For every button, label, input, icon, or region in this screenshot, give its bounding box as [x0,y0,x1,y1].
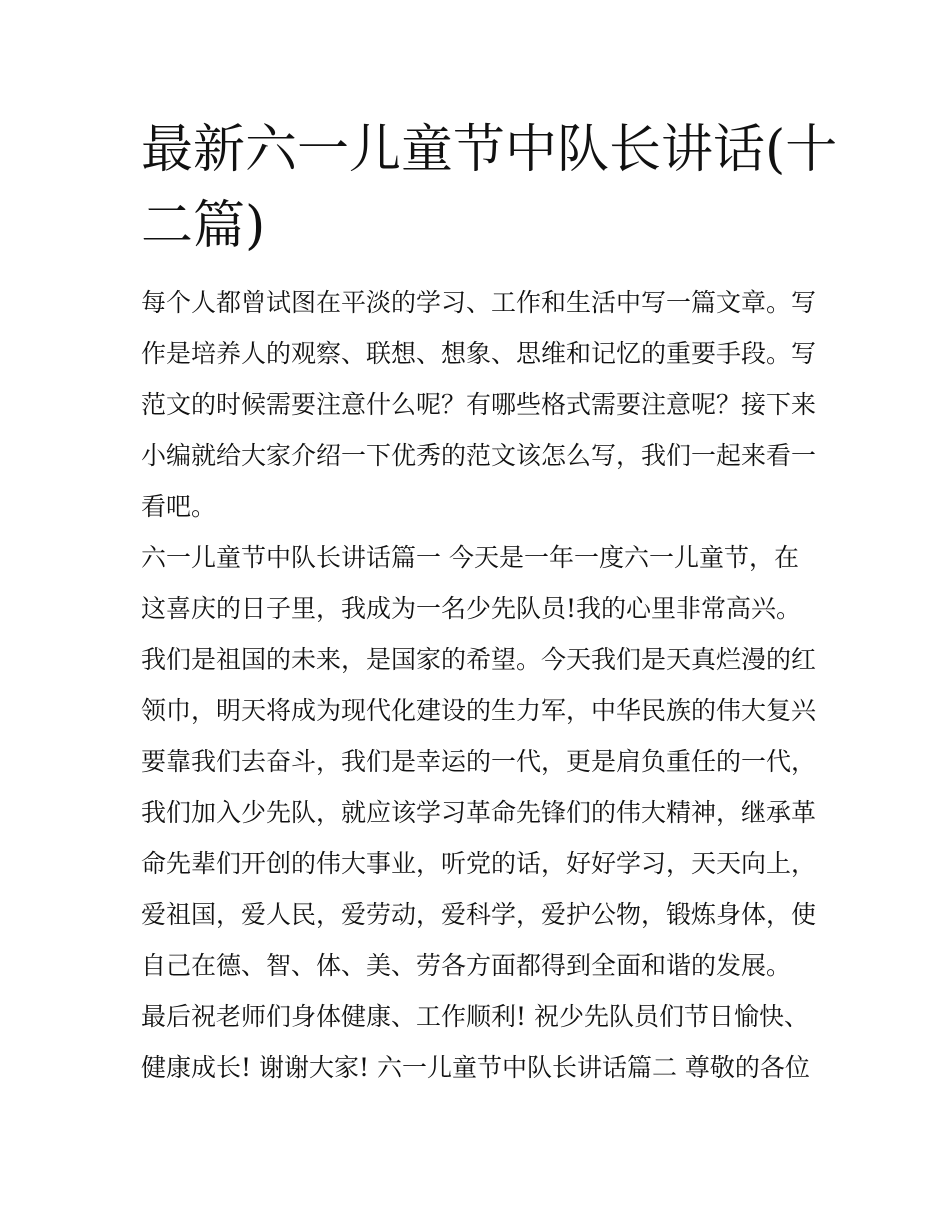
body-line: 要靠我们去奋斗，我们是幸运的一代，更是肩负重任的一代， [141,747,817,776]
body-line: 爱祖国，爱人民，爱劳动，爱科学，爱护公物，锻炼身体，使 [141,900,817,929]
body-line: 每个人都曾试图在平淡的学习、工作和生活中写一篇文章。写 [141,288,817,317]
body-line: 我们加入少先队，就应该学习革命先锋们的伟大精神，继承革 [141,798,817,827]
body-line: 自己在德、智、体、美、劳各方面都得到全面和谐的发展。 [141,951,792,980]
title-line: 最新六一儿童节中队长讲话(十 [141,120,838,180]
body-line: 命先辈们开创的伟大事业，听党的话，好好学习，天天向上， [141,849,817,878]
document-title [141,112,838,264]
body-line: 看吧。 [141,492,217,521]
body-line: 作是培养人的观察、联想、想象、思维和记忆的重要手段。写 [141,339,817,368]
document-body [141,277,821,1093]
body-line: 范文的时候需要注意什么呢？有哪些格式需要注意呢？接下来 [141,390,817,419]
body-line: 领巾，明天将成为现代化建设的生力军，中华民族的伟大复兴 [141,696,817,725]
body-line: 六一儿童节中队长讲话篇一 今天是一年一度六一儿童节，在 [141,543,799,572]
title-line: 二篇) [141,196,266,256]
body-line: 最后祝老师们身体健康、工作顺利! 祝少先队员们节日愉快、 [141,1002,809,1031]
body-line: 这喜庆的日子里，我成为一名少先队员!我的心里非常高兴。 [141,594,802,623]
body-line: 我们是祖国的未来，是国家的希望。今天我们是天真烂漫的红 [141,645,817,674]
body-line: 小编就给大家介绍一下优秀的范文该怎么写，我们一起来看一 [141,441,817,470]
body-line: 健康成长! 谢谢大家! 六一儿童节中队长讲话篇二 尊敬的各位 [141,1053,810,1082]
